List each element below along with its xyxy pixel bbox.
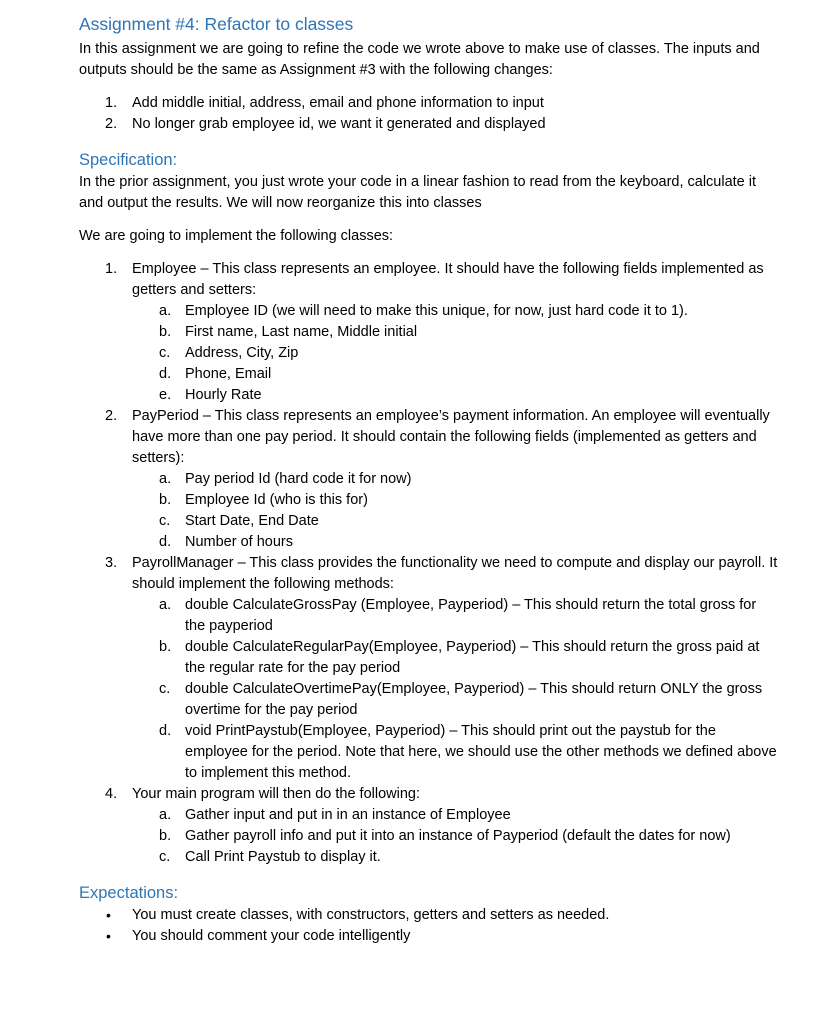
list-item	[79, 93, 779, 114]
class-description: Your main program will then do the following:	[132, 786, 421, 802]
sub-list-letter: a.	[159, 303, 172, 319]
sub-list	[132, 469, 779, 553]
sub-list-item	[132, 301, 779, 322]
sub-list-text: Pay period Id (hard code it for now)	[185, 471, 412, 487]
class-description: Employee – This class represents an employee. It should have the following fields implemented as getters and setters:	[132, 261, 764, 298]
sub-list-text: Employee ID (we will need to make this unique, for now, just hard code it to 1).	[185, 303, 688, 319]
list-number: 3.	[105, 555, 118, 571]
sub-list-text: Gather payroll info and put it into an instance of Payperiod (default the dates for now)	[185, 828, 731, 844]
list-number: 1.	[105, 95, 118, 111]
list-item-text: No longer grab employee id, we want it generated and displayed	[132, 116, 546, 132]
sub-list-text: Gather input and put in in an instance of Employee	[185, 807, 511, 823]
sub-list	[132, 805, 779, 868]
class-item-main-program	[79, 784, 779, 868]
sub-list-item	[132, 637, 779, 679]
sub-list-item	[132, 805, 779, 826]
list-number: 2.	[105, 116, 118, 132]
sub-list-letter: d.	[159, 723, 172, 739]
list-item-text: You must create classes, with constructors, getters and setters as needed.	[132, 907, 610, 923]
sub-list-text: Address, City, Zip	[185, 345, 299, 361]
sub-list-letter: b.	[159, 492, 172, 508]
list-item	[79, 926, 779, 947]
sub-list-letter: b.	[159, 639, 172, 655]
sub-list-text: Call Print Paystub to display it.	[185, 849, 381, 865]
sub-list-item	[132, 490, 779, 511]
class-item-payperiod	[79, 406, 779, 553]
sub-list-text: Phone, Email	[185, 366, 272, 382]
bullet-icon: •	[106, 907, 111, 923]
class-description: PayPeriod – This class represents an employee’s payment information. An employee will eventually have more than one pay period. It should contain the following fields (implemented as getters and setters):	[132, 408, 770, 466]
list-item-text: You should comment your code intelligently	[132, 928, 411, 944]
sub-list-letter: c.	[159, 345, 171, 361]
assignment-intro: In this assignment we are going to refine the code we wrote above to make use of classes. The inputs and outputs should be the same as Assignment #3 with the following changes:	[79, 41, 760, 78]
sub-list-letter: b.	[159, 828, 172, 844]
sub-list-item	[132, 826, 779, 847]
sub-list-item	[132, 721, 779, 784]
class-item-employee	[79, 259, 779, 406]
sub-list-item	[132, 364, 779, 385]
list-number: 1.	[105, 261, 118, 277]
list-item-text: Add middle initial, address, email and phone information to input	[132, 95, 544, 111]
sub-list-letter: a.	[159, 597, 172, 613]
sub-list-letter: a.	[159, 807, 172, 823]
sub-list-item	[132, 385, 779, 406]
sub-list-letter: b.	[159, 324, 172, 340]
sub-list-item	[132, 343, 779, 364]
sub-list-letter: a.	[159, 471, 172, 487]
sub-list-text: void PrintPaystub(Employee, Payperiod) – This should print out the paystub for the employee for the period. Note that here, we should use the other methods we defined above to implement this method.	[185, 723, 777, 781]
sub-list	[132, 595, 779, 784]
sub-list-item	[132, 322, 779, 343]
expectations-list	[79, 905, 779, 947]
sub-list-text: double CalculateRegularPay(Employee, Payperiod) – This should return the gross paid at the regular rate for the pay period	[185, 639, 760, 676]
sub-list-text: Start Date, End Date	[185, 513, 319, 529]
expectations-heading: Expectations:	[79, 884, 179, 902]
class-item-payrollmanager	[79, 553, 779, 784]
sub-list-text: Employee Id (who is this for)	[185, 492, 368, 508]
sub-list-text: First name, Last name, Middle initial	[185, 324, 418, 340]
sub-list-item	[132, 679, 779, 721]
assignment-title: Assignment #4: Refactor to classes	[79, 14, 354, 34]
class-description: PayrollManager – This class provides the functionality we need to compute and display our payroll. It should implement the following methods:	[132, 555, 778, 592]
sub-list-text: Number of hours	[185, 534, 293, 550]
sub-list-item	[132, 511, 779, 532]
classes-list	[79, 259, 779, 868]
specification-intro: In the prior assignment, you just wrote your code in a linear fashion to read from the keyboard, calculate it and output the results. We will now reorganize this into classes	[79, 174, 757, 211]
sub-list-letter: c.	[159, 513, 171, 529]
sub-list-item	[132, 532, 779, 553]
sub-list-letter: c.	[159, 849, 171, 865]
list-number: 2.	[105, 408, 118, 424]
sub-list-item	[132, 469, 779, 490]
sub-list-text: double CalculateGrossPay (Employee, Payperiod) – This should return the total gross for the payperiod	[185, 597, 757, 634]
sub-list-text: double CalculateOvertimePay(Employee, Payperiod) – This should return ONLY the gross overtime for the pay period	[185, 681, 763, 718]
bullet-icon: •	[106, 928, 111, 944]
sub-list	[132, 301, 779, 406]
classes-intro: We are going to implement the following classes:	[79, 228, 394, 244]
changes-list	[79, 93, 779, 135]
sub-list-letter: d.	[159, 366, 172, 382]
sub-list-letter: e.	[159, 387, 172, 403]
list-number: 4.	[105, 786, 118, 802]
sub-list-letter: c.	[159, 681, 171, 697]
list-item	[79, 114, 779, 135]
list-item	[79, 905, 779, 926]
sub-list-letter: d.	[159, 534, 172, 550]
specification-heading: Specification:	[79, 151, 178, 169]
sub-list-text: Hourly Rate	[185, 387, 262, 403]
sub-list-item	[132, 595, 779, 637]
sub-list-item	[132, 847, 779, 868]
document-page	[79, 12, 779, 947]
